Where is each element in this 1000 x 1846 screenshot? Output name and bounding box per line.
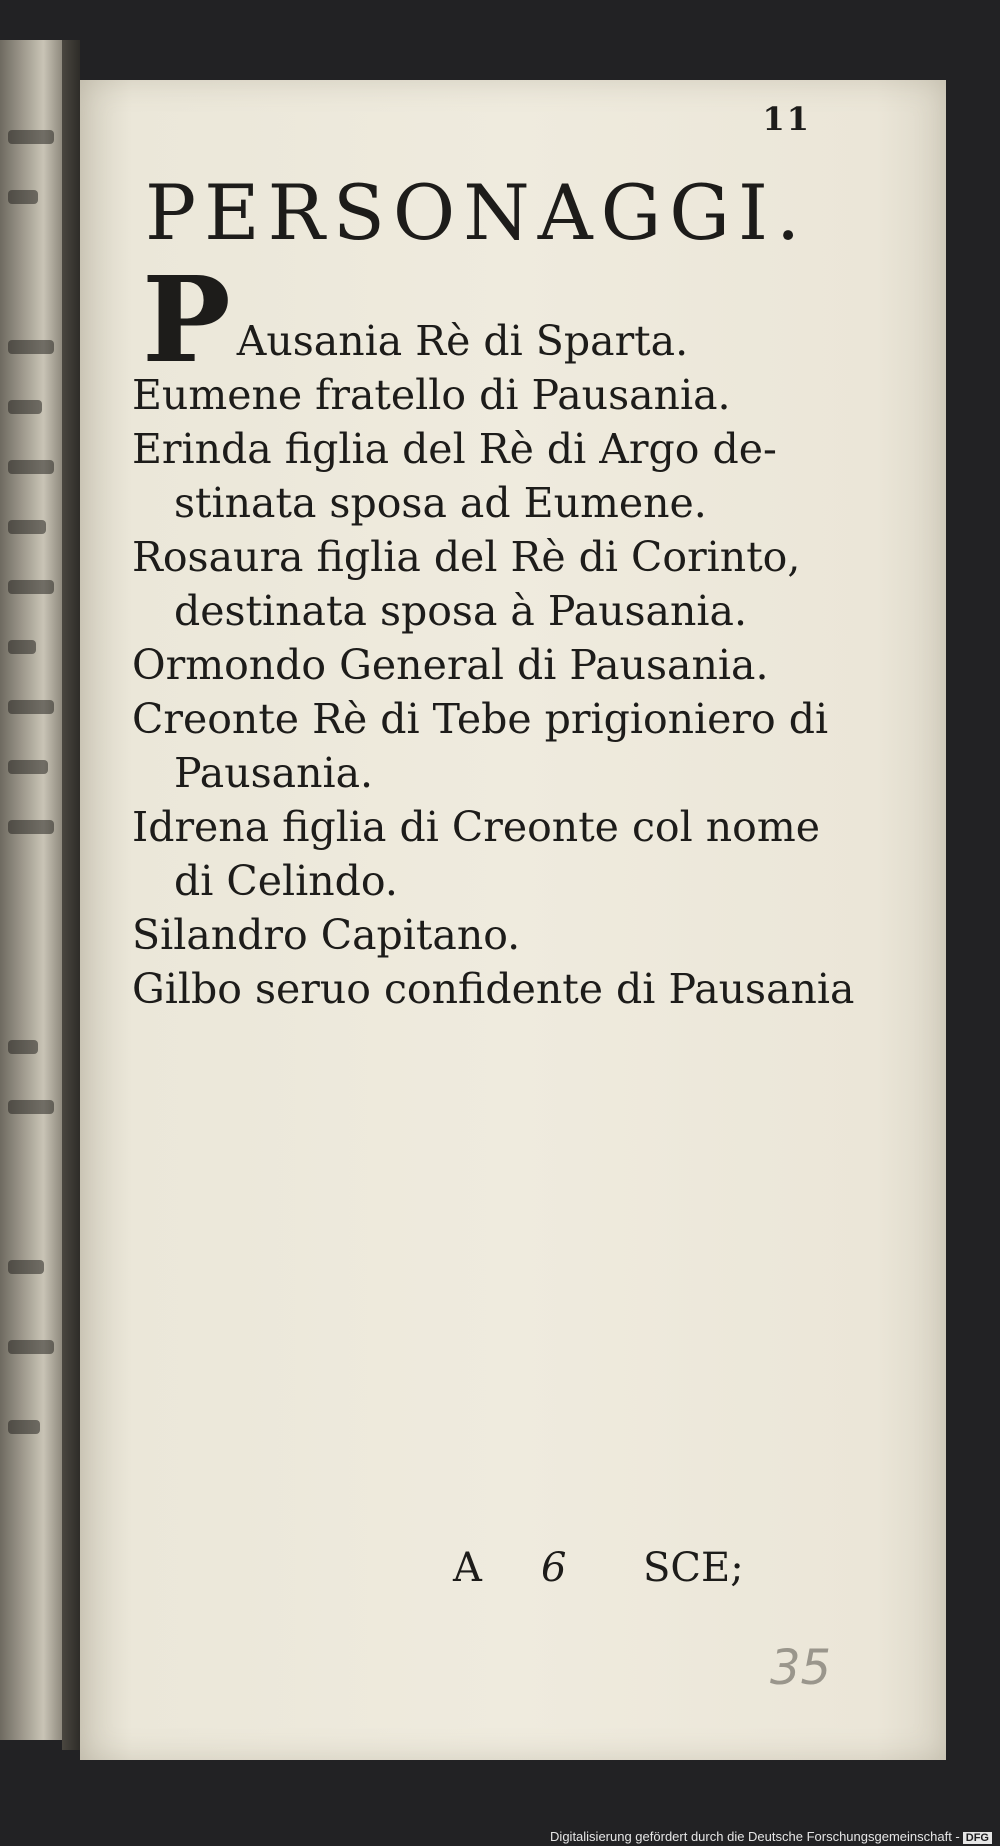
left-page-mark — [8, 580, 54, 594]
book-page — [80, 80, 946, 1760]
cast-entry — [132, 908, 912, 962]
left-page-sliver — [0, 40, 62, 1740]
page-number: 11 — [762, 100, 811, 138]
cast-entry-line: Creonte Rè di Tebe prigioniero di — [132, 695, 829, 743]
digitization-credit — [550, 1829, 992, 1844]
drop-cap: P — [142, 250, 231, 389]
left-page-mark — [8, 1260, 44, 1274]
signature-number: 6 — [541, 1545, 567, 1591]
left-page-mark — [8, 1040, 38, 1054]
cast-entry-line: Gilbo seruo confidente di Pausania — [132, 965, 855, 1013]
page-title: PERSONAGGI. — [145, 168, 809, 257]
cast-entry — [132, 800, 912, 908]
cast-entry-line: Ausania Rè di Sparta. — [236, 317, 689, 365]
left-page-mark — [8, 1420, 40, 1434]
cast-list — [132, 250, 912, 1016]
left-page-mark — [8, 130, 54, 144]
left-page-mark — [8, 820, 54, 834]
cast-entry-line: Eumene fratello di Pausania. — [132, 371, 731, 419]
cast-entry — [132, 250, 912, 389]
left-page-mark — [8, 190, 38, 204]
cast-entry — [132, 530, 912, 638]
left-page-mark — [8, 340, 54, 354]
cast-entry — [132, 422, 912, 530]
cast-entry — [132, 962, 912, 1016]
left-page-mark — [8, 1100, 54, 1114]
cast-entry — [132, 692, 912, 800]
cast-entry-line: Rosaura figlia del Rè di Corinto, — [132, 533, 801, 581]
cast-entry-line: Idrena figlia di Creonte col nome — [132, 803, 820, 851]
book-spine — [62, 40, 80, 1750]
dfg-logo: DFG — [963, 1832, 992, 1844]
left-page-mark — [8, 400, 42, 414]
cast-entry-line: Silandro Capitano. — [132, 911, 521, 959]
signature-letter: A — [453, 1545, 482, 1591]
cast-entry-line: Ormondo General di Pausania. — [132, 641, 769, 689]
left-page-mark — [8, 1340, 54, 1354]
signature-line — [453, 1545, 744, 1591]
pencil-annotation: 35 — [770, 1640, 832, 1696]
left-page-mark — [8, 640, 36, 654]
left-page-mark — [8, 520, 46, 534]
cast-entry-continuation: di Celindo. — [174, 857, 398, 905]
cast-entry-continuation: destinata sposa à Pausania. — [174, 587, 747, 635]
cast-entry-continuation: Pausania. — [174, 749, 374, 797]
left-page-mark — [8, 460, 54, 474]
cast-entry-continuation: stinata sposa ad Eumene. — [174, 479, 707, 527]
cast-entry — [132, 638, 912, 692]
left-page-mark — [8, 700, 54, 714]
catchword: SCE; — [643, 1545, 744, 1591]
left-page-mark — [8, 760, 48, 774]
cast-entry — [132, 368, 912, 422]
credit-text: Digitalisierung gefördert durch die Deutsche Forschungsgemeinschaft - — [550, 1829, 960, 1844]
cast-entry-line: Erinda figlia del Rè di Argo de- — [132, 425, 777, 473]
